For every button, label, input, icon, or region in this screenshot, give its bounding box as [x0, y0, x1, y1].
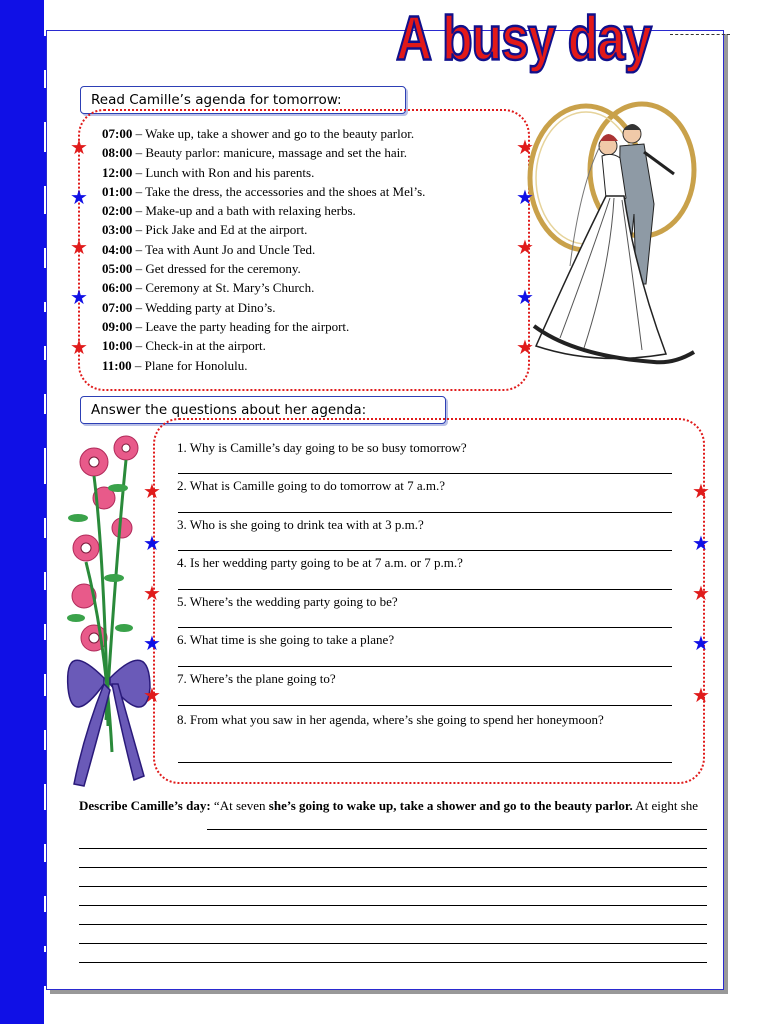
answer-line-3[interactable]	[178, 550, 672, 551]
star-icon: ★	[70, 337, 88, 359]
star-icon: ★	[692, 481, 710, 503]
questions-label: Answer the questions about her agenda:	[80, 396, 446, 424]
agenda-time: 06:00	[102, 280, 133, 296]
agenda-text: – Get dressed for the ceremony.	[132, 261, 301, 277]
writing-line[interactable]	[79, 848, 707, 849]
question-5: 5. Where’s the wedding party going to be?	[177, 594, 398, 609]
agenda-text: – Plane for Honolulu.	[131, 357, 248, 373]
star-icon: ★	[692, 583, 710, 605]
agenda-text: – Beauty parlor: manicure, massage and set the hair.	[132, 145, 408, 161]
frame-dash	[670, 34, 730, 35]
agenda-item	[102, 240, 425, 259]
agenda-item	[102, 163, 425, 182]
star-icon: ★	[692, 533, 710, 555]
agenda-item	[102, 336, 425, 355]
star-icon: ★	[516, 287, 534, 309]
agenda-list	[102, 124, 425, 375]
agenda-item	[102, 220, 425, 239]
agenda-item	[102, 143, 425, 162]
agenda-item	[102, 124, 425, 143]
question-2: 2. What is Camille going to do tomorrow at 7 a.m.?	[177, 478, 446, 493]
agenda-item	[102, 298, 425, 317]
worksheet-title: A busy day	[396, 3, 651, 74]
agenda-text: – Take the dress, the accessories and the shoes at Mel’s.	[132, 183, 426, 199]
question-1: 1. Why is Camille’s day going to be so busy tomorrow?	[177, 440, 467, 455]
wedding-couple-illustration	[524, 86, 704, 382]
star-icon: ★	[70, 187, 88, 209]
agenda-text: – Pick Jake and Ed at the airport.	[132, 222, 308, 238]
agenda-label: Read Camille’s agenda for tomorrow:	[80, 86, 406, 114]
agenda-text: – Leave the party heading for the airport.	[132, 318, 350, 334]
agenda-text: – Lunch with Ron and his parents.	[132, 164, 315, 180]
agenda-time: 03:00	[102, 222, 133, 238]
agenda-time: 10:00	[102, 338, 133, 354]
agenda-time: 05:00	[102, 261, 133, 277]
writing-line[interactable]	[207, 829, 707, 830]
agenda-item	[102, 356, 425, 375]
agenda-time: 08:00	[102, 145, 133, 161]
agenda-text: – Check-in at the airport.	[132, 338, 266, 354]
question-3: 3. Who is she going to drink tea with at 3 p.m.?	[177, 517, 424, 532]
star-icon: ★	[143, 481, 161, 503]
star-icon: ★	[143, 633, 161, 655]
question-4: 4. Is her wedding party going to be at 7 a.m. or 7 p.m.?	[177, 555, 463, 570]
writing-line[interactable]	[79, 886, 707, 887]
agenda-text: – Wake up, take a shower and go to the beauty parlor.	[132, 126, 415, 141]
answer-line-6[interactable]	[178, 666, 672, 667]
writing-line[interactable]	[79, 962, 707, 963]
agenda-time: 02:00	[102, 203, 133, 219]
agenda-item	[102, 259, 425, 278]
agenda-time: 07:00	[102, 299, 133, 315]
answer-line-8[interactable]	[178, 762, 672, 763]
star-icon: ★	[692, 685, 710, 707]
question-6: 6. What time is she going to take a plane?	[177, 632, 395, 647]
agenda-time: 12:00	[102, 164, 133, 180]
describe-paragraph	[79, 796, 707, 815]
agenda-text: – Tea with Aunt Jo and Uncle Ted.	[132, 241, 316, 257]
agenda-item	[102, 317, 425, 336]
answer-line-4[interactable]	[178, 589, 672, 590]
answer-line-5[interactable]	[178, 627, 672, 628]
describe-quote-start: “At seven	[210, 798, 269, 813]
star-icon: ★	[70, 287, 88, 309]
agenda-item	[102, 278, 425, 297]
agenda-time: 09:00	[102, 318, 133, 334]
agenda-text: – Make-up and a bath with relaxing herbs.	[132, 203, 356, 219]
answer-line-7[interactable]	[178, 705, 672, 706]
star-icon: ★	[692, 633, 710, 655]
star-icon: ★	[516, 137, 534, 159]
star-icon: ★	[516, 187, 534, 209]
star-icon: ★	[516, 337, 534, 359]
star-icon: ★	[516, 237, 534, 259]
star-icon: ★	[143, 685, 161, 707]
writing-line[interactable]	[79, 943, 707, 944]
star-icon: ★	[143, 583, 161, 605]
star-icon: ★	[70, 137, 88, 159]
star-icon: ★	[143, 533, 161, 555]
agenda-item	[102, 182, 425, 201]
describe-example: she’s going to wake up, take a shower and go to the beauty parlor.	[268, 798, 633, 813]
agenda-text: – Ceremony at St. Mary’s Church.	[132, 280, 315, 296]
agenda-time: 11:00	[102, 357, 132, 373]
writing-line[interactable]	[79, 867, 707, 868]
answer-line-2[interactable]	[178, 512, 672, 513]
agenda-item	[102, 201, 425, 220]
answer-line-1[interactable]	[178, 473, 672, 474]
agenda-time: 07:00	[102, 126, 133, 141]
writing-line[interactable]	[79, 905, 707, 906]
agenda-time: 04:00	[102, 241, 133, 257]
writing-line[interactable]	[79, 924, 707, 925]
star-icon: ★	[70, 237, 88, 259]
question-7: 7. Where’s the plane going to?	[177, 671, 336, 686]
flower-bouquet-illustration	[64, 428, 154, 792]
describe-continuation: At eight she	[632, 798, 699, 813]
question-8: 8. From what you saw in her agenda, where’s she going to spend her honeymoon?	[177, 712, 604, 727]
describe-lead: Describe Camille’s day:	[79, 798, 211, 813]
agenda-time: 01:00	[102, 183, 133, 199]
agenda-text: – Wedding party at Dino’s.	[132, 299, 276, 315]
